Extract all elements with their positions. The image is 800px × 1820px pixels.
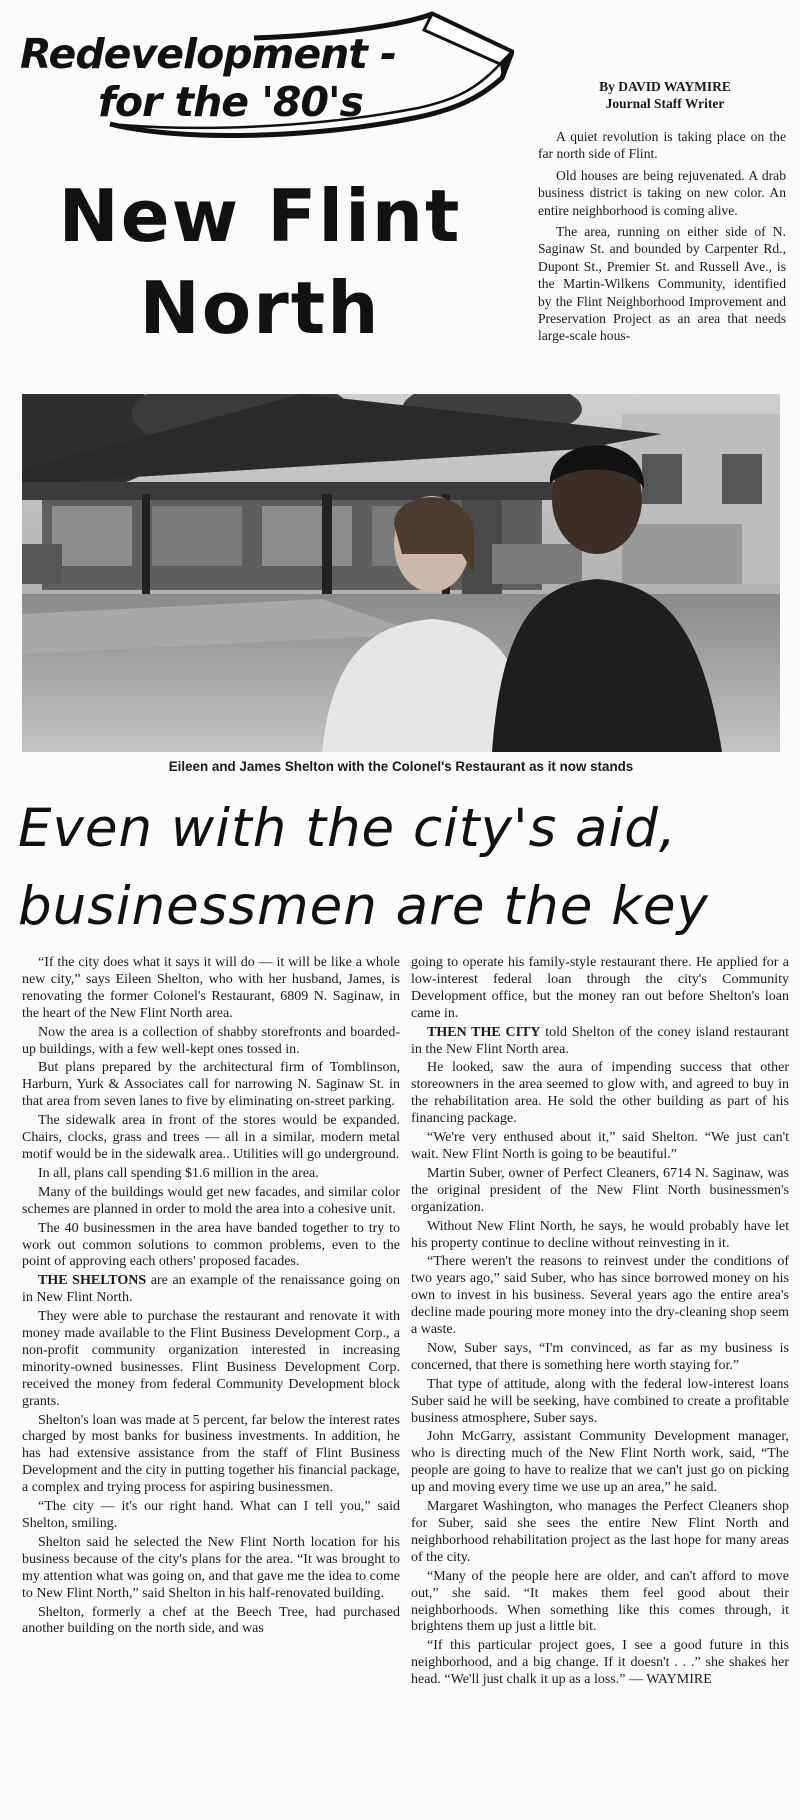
paragraph-text: “The city — it's our right hand. What can I tell you,” said Shelton, smiling. [22,1499,400,1531]
article-paragraph [411,1638,789,1689]
article-paragraph [411,1130,789,1164]
intro-column [538,128,786,349]
article-paragraph [22,1499,400,1533]
byline-role: Journal Staff Writer [605,96,725,111]
paragraph-text: In all, plans call spending $1.6 million in the area. [38,1165,319,1181]
article-column-right [411,955,789,1691]
paragraph-text: Martin Suber, owner of Perfect Cleaners, 6714 N. Saginaw, was the original president of the New Flint North businessmen's organization. [411,1165,789,1215]
paragraph-text: Now the area is a collection of shabby storefronts and boarded-up buildings, with a few well-kept ones tossed in. [22,1024,400,1057]
paragraph-text: The sidewalk area in front of the stores would be expanded. Chairs, clocks, grass and trees — all in a similar, modern metal motif would be in the sidewalk area.. Utilities will go underground. [22,1113,400,1162]
article-paragraph [411,1377,789,1428]
intro-paragraph: A quiet revolution is taking place on the far north side of Flint. [538,129,786,162]
byline [540,78,790,112]
paragraph-lead-in: THE SHELTONS [38,1273,147,1289]
paragraph-lead-in: THEN THE CITY [427,1024,541,1040]
article-paragraph [411,1569,789,1637]
paragraph-text: John McGarry, assistant Community Development manager, who is directing much of the New Flint North work, said, “The people are going to have to realize that we can't just go on picking up and moving every time we use up an area,” he said. [411,1429,789,1496]
kicker-banner [14,6,514,146]
photo-illustration [22,394,780,752]
kicker-line-2: for the '80's [98,78,363,126]
kicker-line-1: Redevelopment - [20,30,397,78]
paragraph-text: Margaret Washington, who manages the Perfect Cleaners shop for Suber, said she sees the entire New Flint North and neighborhood rehabilitation project as the last hope for many areas of the city. [411,1499,789,1565]
article-paragraph [411,1254,789,1339]
article-paragraph [22,1166,400,1183]
main-headline [30,170,490,354]
paragraph-text: They were able to purchase the restaurant and renovate it with money made available to the Flint Business Development Corp., a non-profit community organization interested in increasing minority-owned businesses. Flint Business Development Corp. received the money from federal Community Development block grants. [22,1309,400,1409]
article-paragraph [411,1060,789,1128]
article-paragraph [411,955,789,1023]
sub-headline-line-2: businessmen are the key [18,876,709,937]
paragraph-text: The 40 businessmen in the area have banded together to try to work out common solutions to common problems, even to the point of approving each others' proposed facades. [22,1220,400,1270]
sub-headline [18,790,788,946]
article-paragraph [411,1429,789,1497]
paragraph-text: Shelton, formerly a chef at the Beech Tree, had purchased another building on the north side, and was [22,1604,400,1637]
article-paragraph [22,1273,400,1307]
article-paragraph [411,1219,789,1253]
article-column-left [22,955,400,1640]
byline-author: By DAVID WAYMIRE [599,79,731,94]
article-paragraph [22,1113,400,1164]
paragraph-text: Without New Flint North, he says, he would probably have let his property continue to decline without reinvesting in it. [411,1218,789,1251]
paragraph-text: “We're very enthused about it,” said Shelton. “We just can't wait. New Flint North is going to be beautiful.” [411,1130,789,1162]
paragraph-text: But plans prepared by the architectural firm of Tomblinson, Harburn, Yurk & Associates call for narrowing N. Saginaw St. in that area from seven lanes to five by eliminating on-street parking. [22,1060,400,1110]
paragraph-text: are an example of the renaissance going on in New Flint North. [22,1273,400,1306]
paragraph-text: He looked, saw the aura of impending success that other storeowners in the area seemed to glow with, and agreed to buy in the rehabilitation area. He sold the other building as part of his financing package. [411,1060,789,1127]
restaurant-photo [22,394,780,752]
article-paragraph [22,1025,400,1059]
sub-headline-line-1: Even with the city's aid, [18,798,677,859]
intro-paragraph: The area, running on either side of N. Saginaw St. and bounded by Carpenter Rd., Dupont St., Premier St. and Russell Ave., is the Martin-Wilkens Community, identified by the Flint Neighborhood Improvement and Preservation Project as an area that needs large-scale hous- [538,224,786,344]
paragraph-text: That type of attitude, along with the federal low-interest loans Suber said he will be seeking, have combined to create a profitable business atmosphere, Suber says. [411,1376,789,1426]
intro-paragraph: Old houses are being rejuvenated. A drab business district is taking on new color. An entire neighborhood is coming alive. [538,167,786,218]
article-paragraph [411,1341,789,1375]
article-paragraph [22,1535,400,1603]
paragraph-text: Shelton said he selected the New Flint North location for his business because of the city's plans for the area. “It was brought to my attention what was going on, and that gave me the idea to come to New Flint North,” said Shelton in his half-renovated building. [22,1534,400,1601]
paragraph-text: Now, Suber says, “I'm convinced, as far as my business is concerned, that there is something here worth staying for.” [411,1340,789,1373]
paragraph-text: Shelton's loan was made at 5 percent, far below the interest rates charged by most banks for business investments. In addition, he has had extensive assistance from the staff of Flint Business Development and the city in putting together his financial package, a complex and trying process for aspiring businessmen. [22,1412,400,1496]
article-paragraph [22,955,400,1023]
paragraph-text: “There weren't the reasons to reinvest under the conditions of two years ago,” said Suber, who has since borrowed money on his own to invest in his business. Several years ago the entire area's decline made pouring more money into the dry-cleaning shop seem a waste. [411,1254,789,1338]
paragraph-text: Many of the buildings would get new facades, and similar color schemes are planned in order to mold the area into a cohesive unit. [22,1184,400,1217]
paragraph-text: told Shelton of the coney island restaurant in the New Flint North area. [411,1024,789,1057]
article-paragraph [411,1025,789,1059]
paragraph-text: going to operate his family-style restaurant there. He applied for a low-interest federal loan through the city's Community Development office, but the money ran out before Shelton's loan came in. [411,955,789,1021]
paragraph-text: “If the city does what it says it will do — it will be like a whole new city,” says Eileen Shelton, who with her husband, James, is renovating the former Colonel's Restaurant, 6809 N. Saginaw, in the heart of the New Flint North area. [22,955,400,1021]
article-paragraph [411,1499,789,1567]
paragraph-text: “Many of the people here are older, and can't afford to move out,” she said. “It makes them feel good about their neighborhoods. When something like this comes through, it brightens them up just a little bit. [411,1568,789,1635]
main-headline-line-1: New Flint [58,174,462,258]
article-paragraph [22,1413,400,1498]
article-paragraph [22,1309,400,1410]
article-paragraph [22,1605,400,1639]
paragraph-text: “If this particular project goes, I see a good future in this neighborhood, and a big change. If it doesn't . . .” she shakes her head. “We'll just chalk it up as a loss.” — WAYMIRE [411,1638,789,1688]
article-paragraph [22,1221,400,1272]
main-headline-line-2: North [139,266,381,350]
article-paragraph [411,1166,789,1217]
article-paragraph [22,1060,400,1111]
photo-caption: Eileen and James Shelton with the Colonel's Restaurant as it now stands [168,759,634,774]
article-paragraph [22,1185,400,1219]
